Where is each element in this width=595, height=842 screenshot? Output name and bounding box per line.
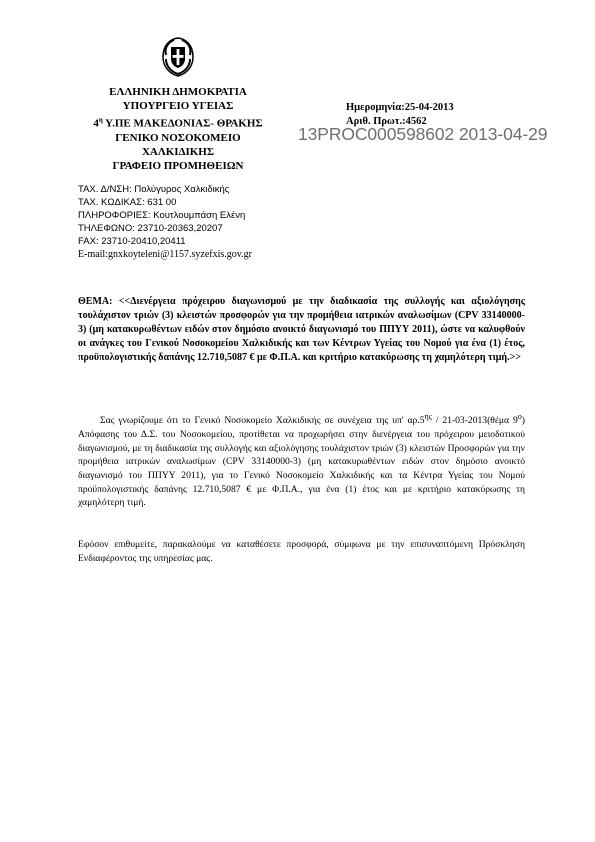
body-paragraph-2: Εφόσον επιθυμείτε, παρακαλούμε να καταθέσετε προσφορά, σύμφωνα με την επισυναπτόμενη Πρόσκληση Ενδιαφέροντος της υπηρεσίας μας. [78,539,525,564]
body-p1-sup-1: ης [424,412,432,421]
contact-person: ΠΛΗΡΟΦΟΡΙΕΣ: Κουτλουμπάση Ελένη [78,210,246,221]
ada-stamp: 13PROC000598602 2013-04-29 [298,124,548,144]
header-line-republic: ΕΛΛΗΝΙΚΗ ΔΗΜΟΚΡΑΤΙΑ [109,86,247,98]
body-p1-part-a: Σας γνωρίζουμε ότι το Γενικό Νοσοκομείο Χαλκιδικής σε συνέχεια της υπ' αρ.5 [100,415,425,427]
header-region-superscript: η [98,116,103,124]
header-line-hospital: ΓΕΝΙΚΟ ΝΟΣΟΚΟΜΕΙΟ ΧΑΛΚΙΔΙΚΗΣ [115,131,241,158]
contact-fax: FAX: 23710-20410,20411 [78,236,186,247]
header-region-number: 4 [93,117,99,130]
contact-phone: ΤΗΛΕΦΩΝΟ: 23710-20363,20207 [78,223,223,234]
contact-block [78,183,252,261]
body-p1-part-b: / 21-03-2013(θέμα 9 [431,415,518,427]
body-p1-part-c: ) Απόφασης του Δ.Σ. του Νοσοκομείου, προτίθεται να προχωρήσει στην διενέργεια του πρόχειρου μειοδοτικού διαγωνισμού, με τη διαδικασία της συλλογής και αξιολόγησης τουλάχιστον τριών (3) κλειστών Προσφορών για την προμήθεια ιατρικών αναλωσίμων (CPV 33140000-3) (μη κατακυρωθέντων ειδών στον δημόσιο ανοικτό διαγωνισμό του ΠΠΥΥ 2011), για το Γενικό Νοσοκομείο Χαλκιδικής και τα Κέντρα Υγείας του Νομού προϋπολογιστικής δαπάνης 12.710,5087 € με Φ.Π.Α., για ένα (1) έτος και με κριτήριο κατακύρωσης τη χαμηλότερη τιμή. [78,415,525,509]
document-date: Ημερομηνία:25-04-2013 [346,102,454,113]
header-line-region [78,113,278,131]
subject-paragraph: ΘΕΜΑ: <<Διενέργεια πρόχειρου διαγωνισμού με την διαδικασία της συλλογής και αξιολόγησης τουλάχιστον τριών (3) κλειστών προσφορών για την προμήθεια ιατρικών αναλωσίμων (CPV 33140000-3) (μη κατακυρωθέντων ειδών στον δημόσιο ανοικτό διαγωνισμό του ΠΠΥΥ 2011), ώστε να καλυφθούν οι ανάγκες του Γενικού Νοσοκομείου Χαλκιδικής και των Κέντρων Υγείας του Νομού για ένα (1) έτος, προϋπολογιστικής δαπάνης 12.710,5087 € με Φ.Π.Α. και κριτήριο κατακύρωσης τη χαμηλότερη τιμή.>> [78,296,525,363]
body-paragraph-1 [78,410,525,510]
contact-postal-code: ΤΑΧ. ΚΩΔΙΚΑΣ: 631 00 [78,197,177,208]
contact-email: E-mail:gnxkoyteleni@1157.syzefxis.gov.gr [78,249,252,260]
header-region-text: Υ.ΠΕ ΜΑΚΕΔΟΝΙΑΣ- ΘΡΑΚΗΣ [102,117,263,130]
body-p1-sup-2: ο [517,412,522,421]
contact-address: ΤΑΧ. Δ/ΝΣΗ: Πολύγυρος Χαλκιδικής [78,184,230,195]
header-line-department: ΓΡΑΦΕΙΟ ΠΡΟΜΗΘΕΙΩΝ [112,159,244,172]
greek-coat-of-arms-icon [160,37,196,77]
protocol-number: Αριθ. Πρωτ.:4562 [346,115,427,127]
issuer-header [78,85,278,173]
header-line-ministry: ΥΠΟΥΡΓΕΙΟ ΥΓΕΙΑΣ [122,100,234,112]
